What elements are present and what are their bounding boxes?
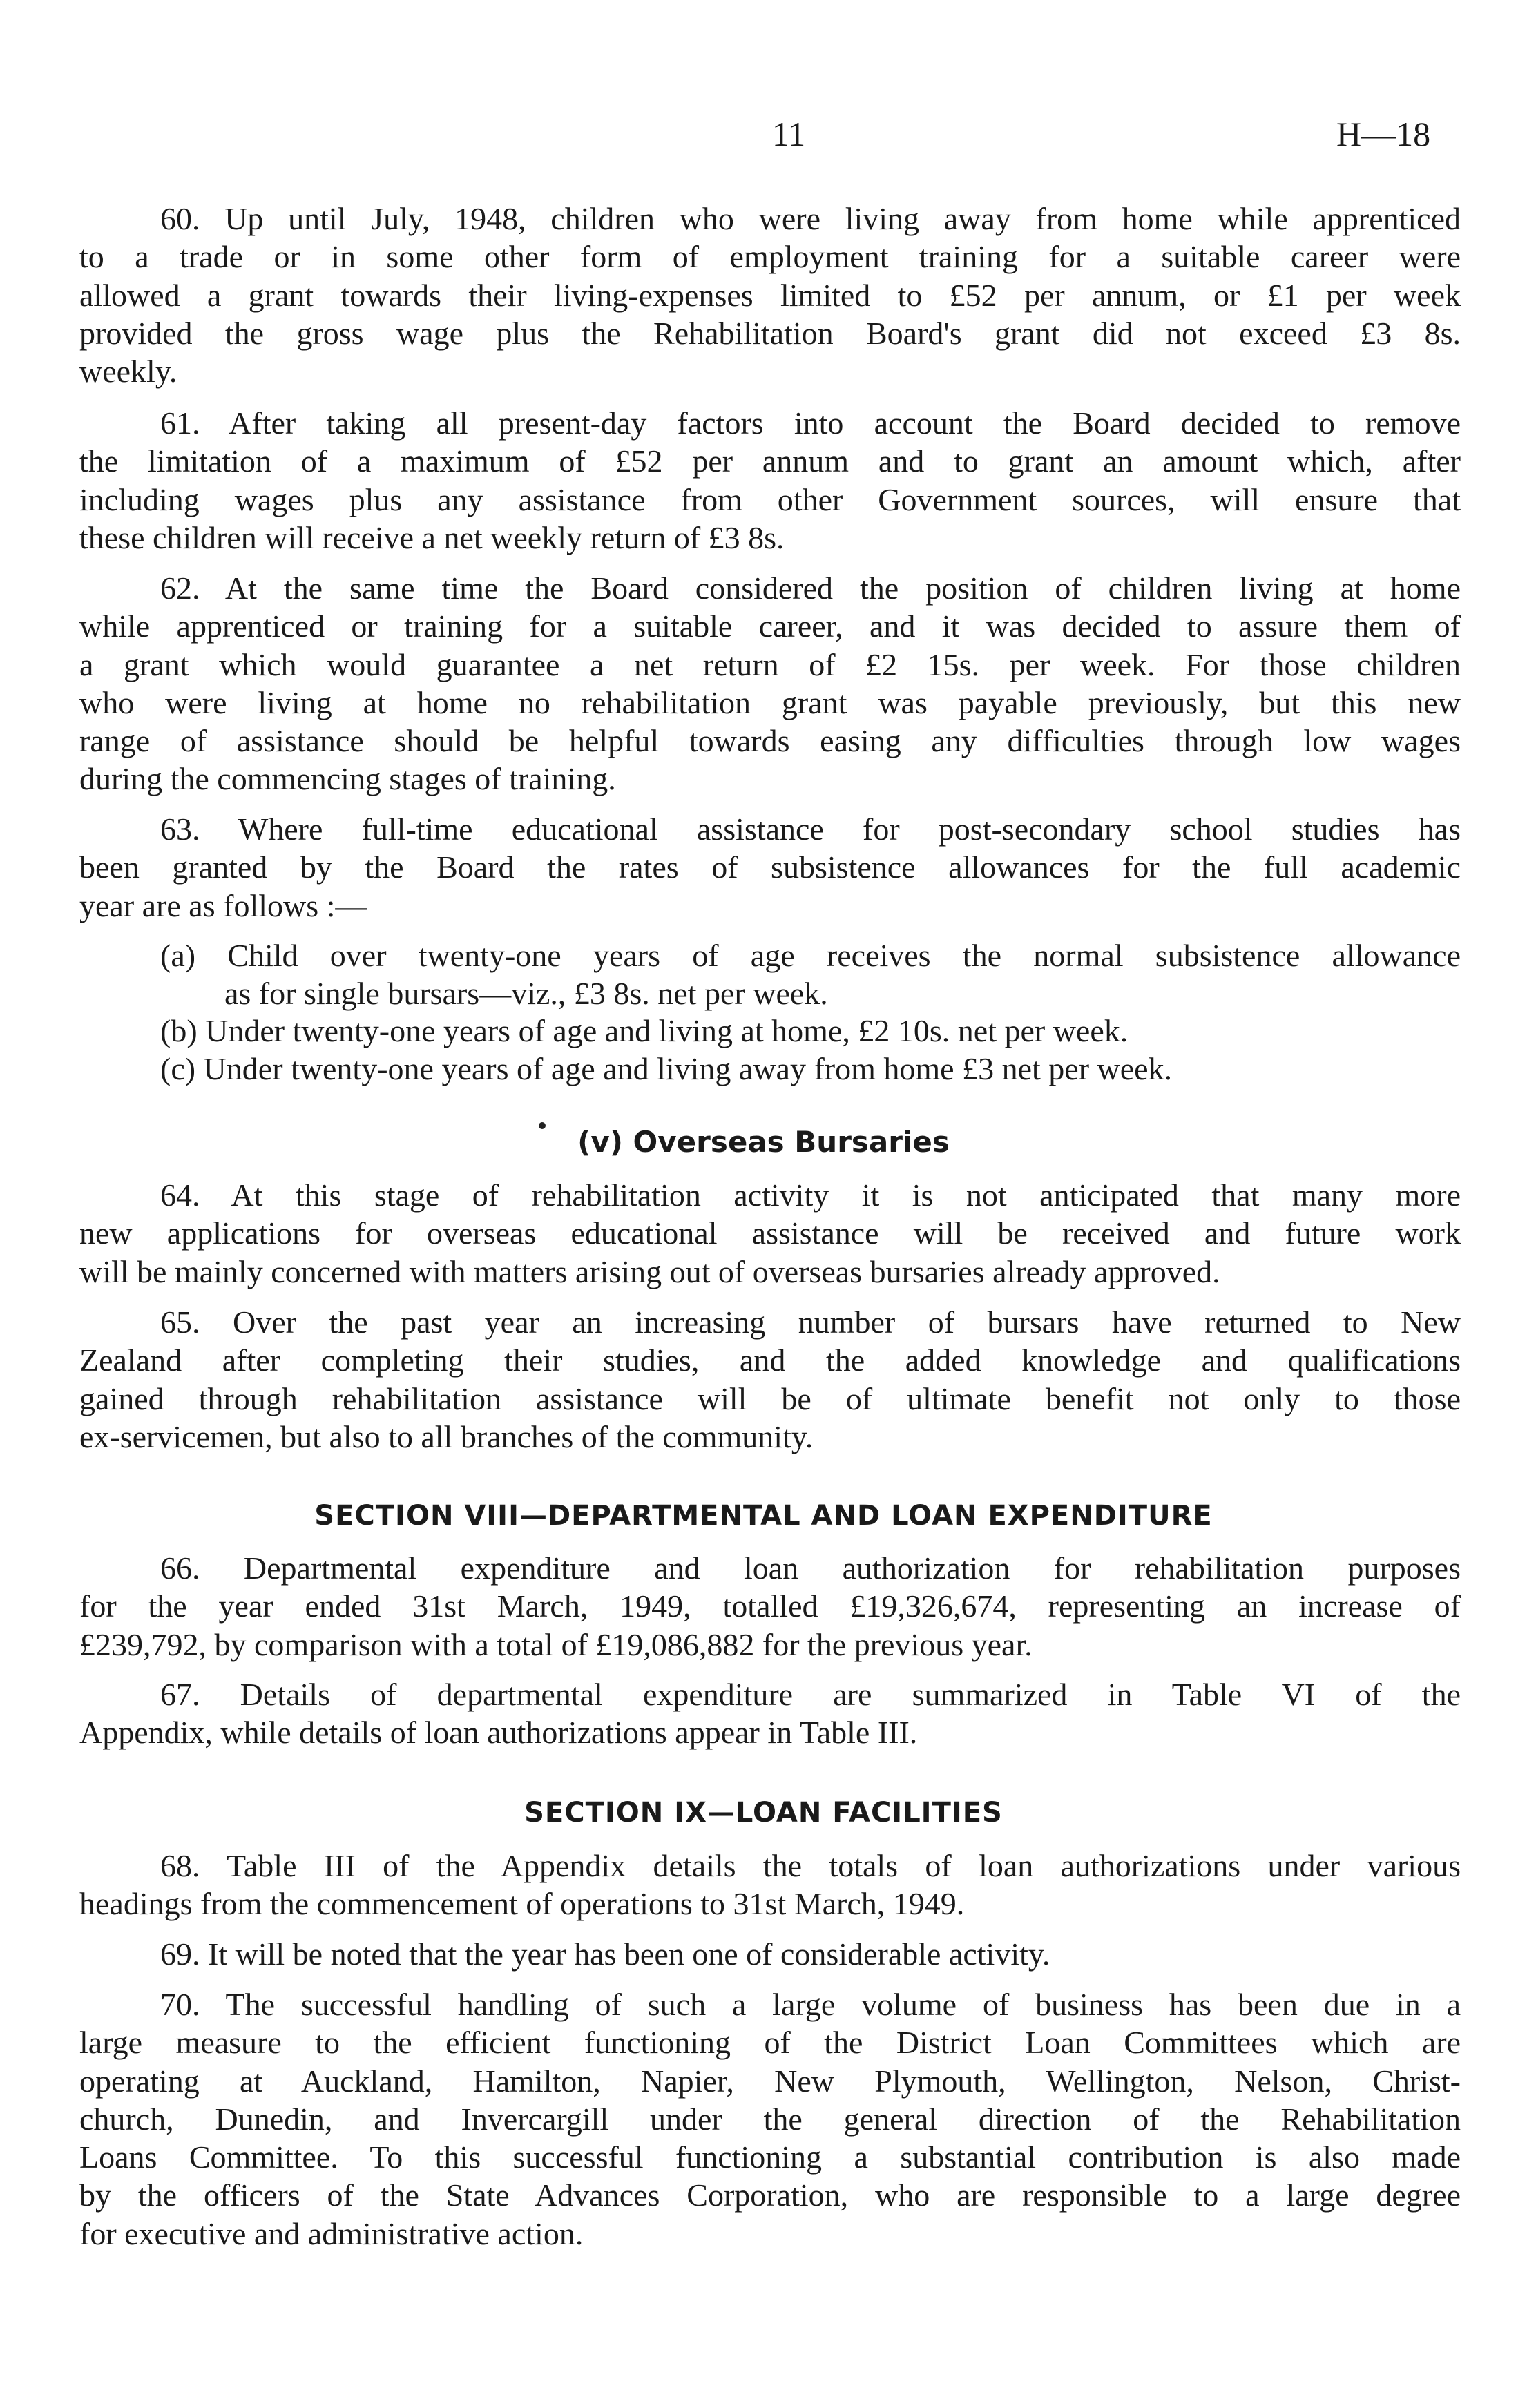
paragraph <box>79 1985 1461 2253</box>
paragraph <box>79 1176 1461 1291</box>
text-line: range of assistance should be helpful towards easing any difficulties through low wages <box>79 723 1461 759</box>
paragraph <box>79 810 1461 925</box>
list-item <box>79 936 1461 1013</box>
text-line: for executive and administrative action. <box>79 2215 584 2251</box>
text-line: headings from the commencement of operations to 31st March, 1949. <box>79 1886 965 1922</box>
text-line: gained through rehabilitation assistance will be of ultimate benefit not only to those <box>79 1380 1461 1416</box>
text-line: Appendix, while details of loan authorizations appear in Table III. <box>79 1715 918 1751</box>
text-line: weekly. <box>79 354 177 389</box>
document-code: H—18 <box>1336 115 1431 153</box>
text-line: provided the gross wage plus the Rehabilitation Board's grant did not exceed £3 8s. <box>79 315 1461 351</box>
paragraph <box>79 1675 1461 1752</box>
text-line: 68. Table III of the Appendix details the totals of loan authorizations under various <box>160 1848 1461 1883</box>
text-line: 62. At the same time the Board considered the position of children living at home <box>160 570 1461 606</box>
list-item <box>79 1050 1461 1088</box>
text-line: year are as follows :— <box>79 887 367 923</box>
page-number: 11 <box>772 115 806 153</box>
text-line: who were living at home no rehabilitation grant was payable previously, but this new <box>79 684 1461 720</box>
paragraph <box>79 1935 1461 1973</box>
text-line: 66. Departmental expenditure and loan authorization for rehabilitation purposes <box>160 1550 1461 1586</box>
text-line: large measure to the efficient functioning of the District Loan Committees which are <box>79 2025 1461 2061</box>
list-item <box>79 1012 1461 1050</box>
text-line: new applications for overseas educational assistance will be received and future work <box>79 1215 1461 1251</box>
text-line: allowed a grant towards their living-expenses limited to £52 per annum, or £1 per week <box>79 277 1461 313</box>
text-line: ex-servicemen, but also to all branches of the community. <box>79 1418 814 1454</box>
paragraph <box>79 404 1461 557</box>
text-line: a grant which would guarantee a net return of £2 15s. per week. For those children <box>79 646 1461 682</box>
text-line: (a) Child over twenty-one years of age receives the normal subsistence allowance <box>160 938 1461 973</box>
text-line: by the officers of the State Advances Corporation, who are responsible to a large degree <box>79 2177 1461 2213</box>
paragraph <box>79 1847 1461 1923</box>
text-line: during the commencing stages of training. <box>79 761 616 797</box>
text-line: 61. After taking all present-day factors into account the Board decided to remove <box>160 405 1461 441</box>
text-line: (b) Under twenty-one years of age and living at home, £2 10s. net per week. <box>160 1013 1129 1048</box>
text-line: 64. At this stage of rehabilitation activity it is not anticipated that many more <box>160 1177 1461 1213</box>
text-line: church, Dunedin, and Invercargill under the general direction of the Rehabilitation <box>79 2101 1461 2137</box>
text-line: operating at Auckland, Hamilton, Napier, New Plymouth, Wellington, Nelson, Christ- <box>79 2063 1461 2099</box>
paragraph <box>79 1549 1461 1664</box>
text-line: 60. Up until July, 1948, children who were living away from home while apprenticed <box>160 201 1461 236</box>
text-line: been granted by the Board the rates of subsistence allowances for the full academic <box>79 849 1461 885</box>
text-line: to a trade or in some other form of employment training for a suitable career were <box>79 239 1461 275</box>
text-line: £239,792, by comparison with a total of £19,086,882 for the previous year. <box>79 1626 1033 1662</box>
text-line: 70. The successful handling of such a large volume of business has been due in a <box>160 1987 1461 2022</box>
text-line: 69. It will be noted that the year has been one of considerable activity. <box>160 1936 1050 1972</box>
text-line: will be mainly concerned with matters arising out of overseas bursaries already approved. <box>79 1253 1220 1289</box>
paragraph <box>79 200 1461 390</box>
text-line: 63. Where full-time educational assistance for post-secondary school studies has <box>160 811 1461 847</box>
text-line: Loans Committee. To this successful functioning a substantial contribution is also made <box>79 2139 1461 2175</box>
text-line: these children will receive a net weekly return of £3 8s. <box>79 519 785 555</box>
text-line: 65. Over the past year an increasing number of bursars have returned to New <box>160 1304 1461 1340</box>
paragraph <box>79 569 1461 798</box>
text-line: including wages plus any assistance from other Government sources, will ensure that <box>79 481 1461 517</box>
text-line: Zealand after completing their studies, and the added knowledge and qualifications <box>79 1342 1461 1378</box>
text-line: as for single bursars—viz., £3 8s. net per week. <box>224 976 828 1012</box>
paragraph <box>79 1303 1461 1456</box>
text-line: for the year ended 31st March, 1949, totalled £19,326,674, representing an increase of <box>79 1588 1461 1624</box>
section-heading: SECTION IX—LOAN FACILITIES <box>524 1797 1003 1829</box>
text-line: the limitation of a maximum of £52 per annum and to grant an amount which, after <box>79 443 1461 479</box>
section-heading: (v) Overseas Bursaries <box>577 1125 950 1159</box>
text-line: while apprenticed or training for a suitable career, and it was decided to assure them of <box>79 608 1461 644</box>
text-line: 67. Details of departmental expenditure are summarized in Table VI of the <box>160 1677 1461 1712</box>
text-line: (c) Under twenty-one years of age and living away from home £3 net per week. <box>160 1051 1173 1086</box>
section-heading: SECTION VIII—DEPARTMENTAL AND LOAN EXPENDITURE <box>314 1500 1213 1532</box>
